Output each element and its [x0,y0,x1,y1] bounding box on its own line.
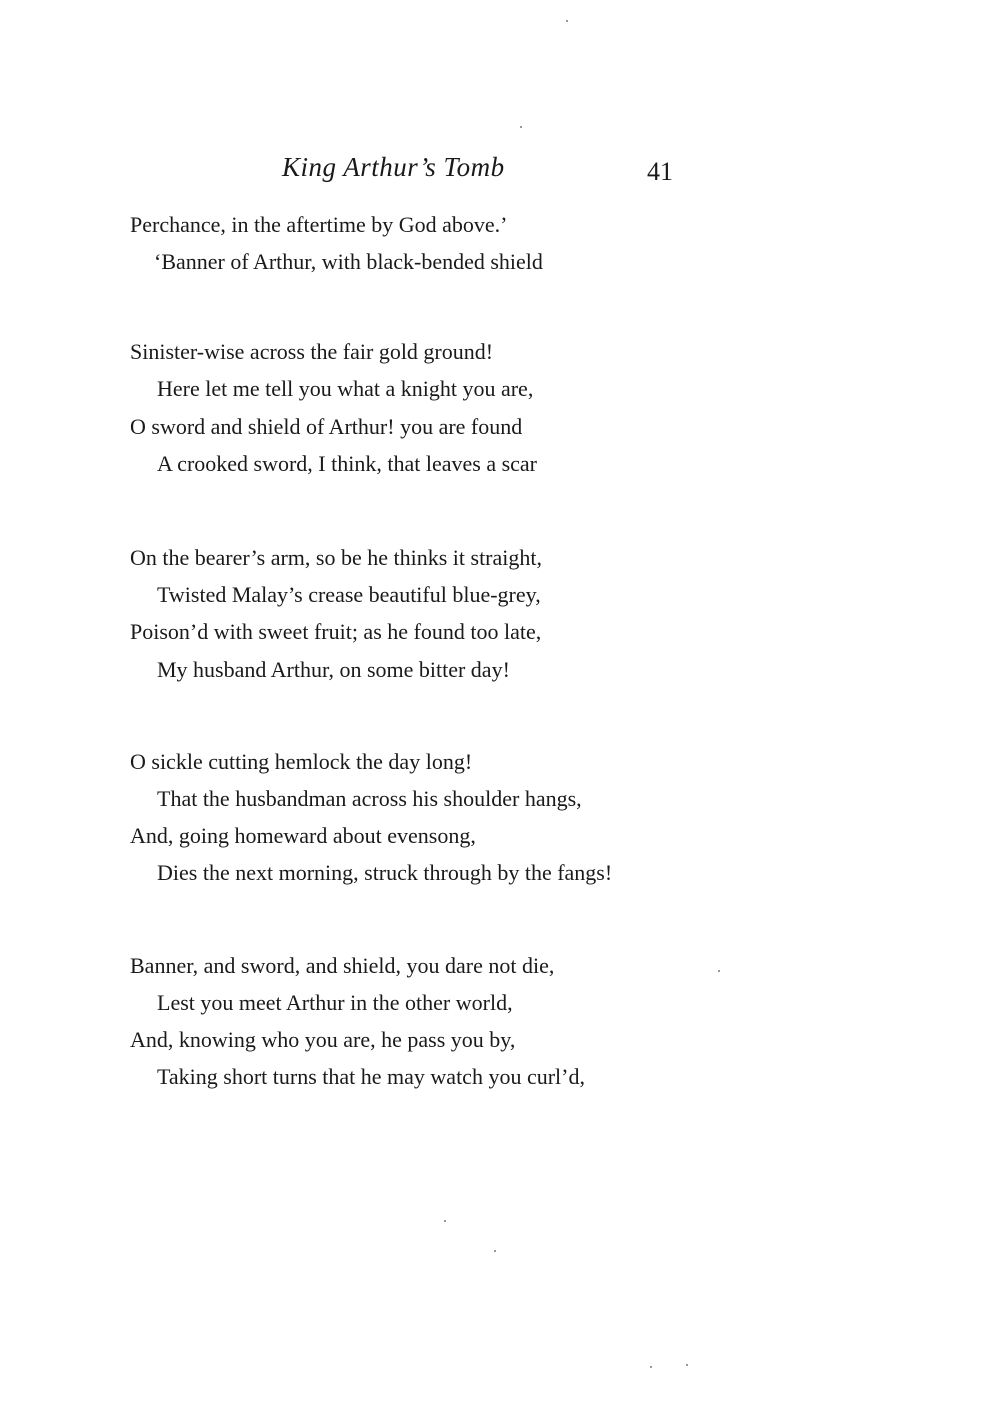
poem-line: My husband Arthur, on some bitter day! [157,657,510,682]
poem-line: And, knowing who you are, he pass you by, [130,1027,516,1052]
scan-speck [718,970,720,972]
scan-speck [566,20,568,22]
poem-line: Here let me tell you what a knight you are, [157,376,534,401]
poem-line: That the husbandman across his shoulder hangs, [157,786,582,811]
poem-line: Dies the next morning, struck through by the fangs! [157,860,613,885]
scan-speck [444,1220,446,1222]
scan-speck [494,1250,496,1252]
poem-line: And, going homeward about evensong, [130,823,476,848]
poem-line: O sword and shield of Arthur! you are found [130,414,523,439]
poem-line: Perchance, in the aftertime by God above.’ [130,212,508,237]
poem-line: On the bearer’s arm, so be he thinks it straight, [130,545,542,570]
poem-line: A crooked sword, I think, that leaves a scar [157,451,537,476]
poem-line: Banner, and sword, and shield, you dare not die, [130,953,555,978]
poem-line: O sickle cutting hemlock the day long! [130,749,473,774]
poem-line: Taking short turns that he may watch you curl’d, [157,1064,585,1089]
poem-line: Sinister-wise across the fair gold ground! [130,339,494,364]
poem-line: Poison’d with sweet fruit; as he found too late, [130,619,542,644]
scan-speck [650,1366,652,1368]
scan-speck [686,1364,688,1366]
scan-speck [520,126,522,128]
poem-line: Lest you meet Arthur in the other world, [157,990,513,1015]
poem-line: ‘Banner of Arthur, with black-bended shield [154,249,543,274]
poem-line: Twisted Malay’s crease beautiful blue-grey, [157,582,541,607]
page-number: 41 [647,157,673,186]
page-header-title: King Arthur’s Tomb [282,152,505,182]
